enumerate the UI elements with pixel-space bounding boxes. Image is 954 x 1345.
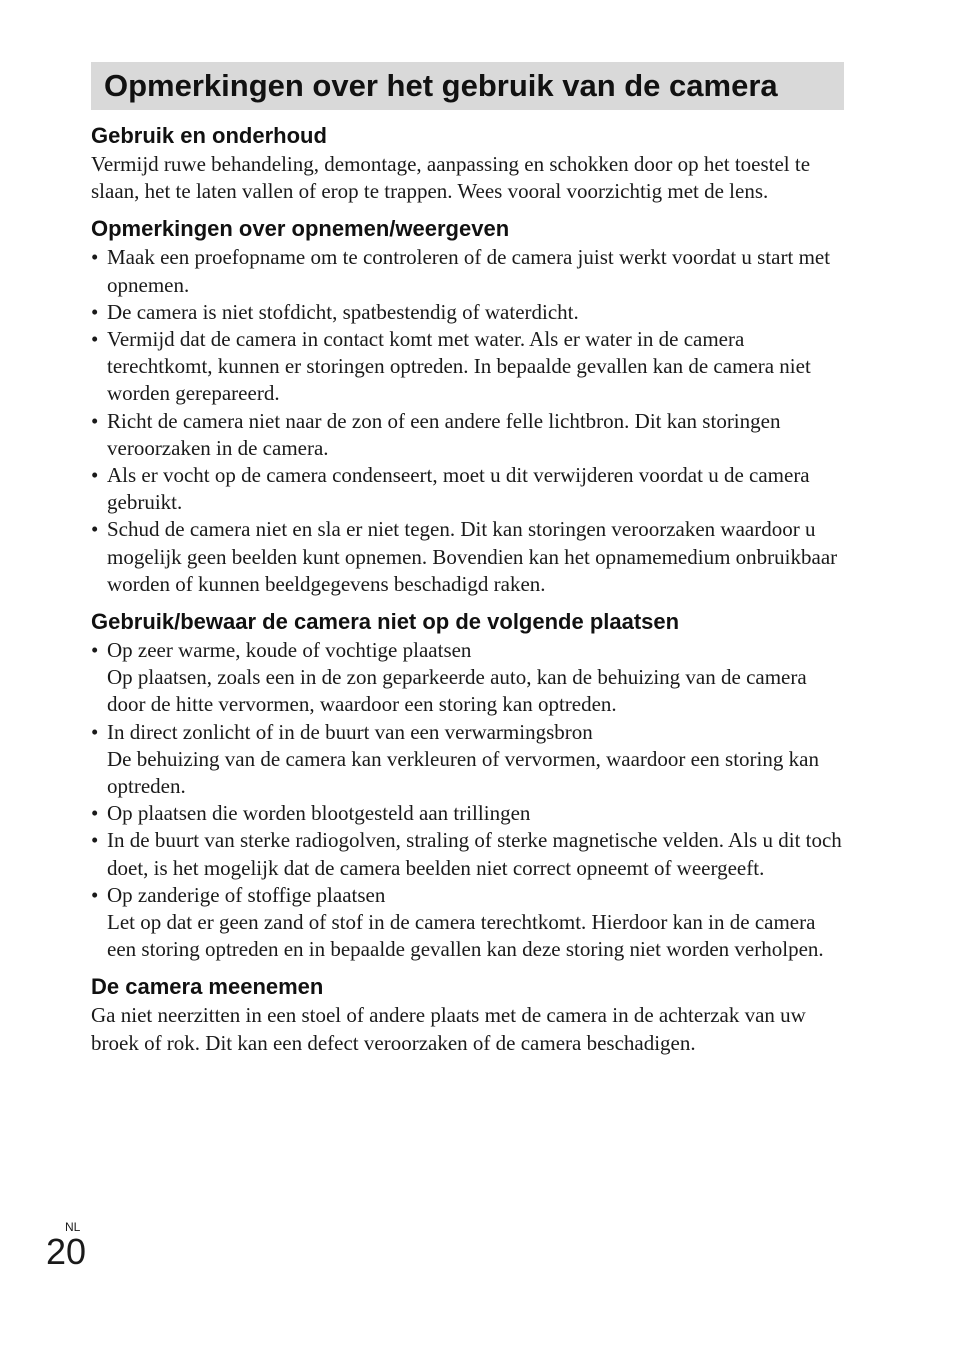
- section-paragraph: Vermijd ruwe behandeling, demontage, aanpassing en schokken door op het toestel te slaan, het te laten vallen of erop te trappen. Wees vooral voorzichtig met de lens.: [91, 152, 811, 204]
- item-detail: Let op dat er geen zand of stof in de camera terechtkomt. Hierdoor kan in de camera een storing optreden en in bepaalde gevallen kan deze storing niet worden verholpen.: [107, 910, 824, 962]
- page-title: Opmerkingen over het gebruik van de camera: [104, 68, 778, 103]
- section-recording-playback: [91, 215, 844, 598]
- section-heading: Gebruik/bewaar de camera niet op de volgende plaatsen: [91, 609, 680, 635]
- section-usage-maintenance: [91, 122, 844, 205]
- list-item: • Als er vocht op de camera condenseert, moet u dit verwijderen voordat u de camera gebruikt.: [91, 462, 844, 516]
- section-carrying-camera: [91, 973, 844, 1056]
- page-number: 20: [46, 1231, 87, 1272]
- item-lead: • In direct zonlicht of in de buurt van een verwarmingsbron: [107, 719, 593, 744]
- item-lead: • Op zanderige of stoffige plaatsen: [107, 882, 386, 907]
- document-page: [91, 62, 844, 1057]
- bullet-list: [91, 637, 844, 963]
- section-storage-locations: [91, 608, 844, 963]
- item-lead: • Op zeer warme, koude of vochtige plaatsen: [107, 638, 472, 663]
- item-lead: • In de buurt van sterke radiogolven, straling of sterke magnetische velden. Als u dit toch doet, is het mogelijk dat de camera beelden niet correct opneemt of weergeeft.: [107, 828, 842, 880]
- title-bar: [91, 62, 844, 110]
- list-item: • Vermijd dat de camera in contact komt met water. Als er water in de camera terechtkomt, kunnen er storingen optreden. In bepaalde gevallen kan de camera niet worden gerepareerd.: [91, 326, 844, 408]
- item-lead: • Op plaatsen die worden blootgesteld aan trillingen: [107, 801, 531, 826]
- item-detail: Op plaatsen, zoals een in de zon geparkeerde auto, kan de behuizing van de camera door de hitte vervormen, waardoor een storing kan optreden.: [107, 665, 807, 717]
- list-item: • Richt de camera niet naar de zon of een andere felle lichtbron. Dit kan storingen veroorzaken in de camera.: [91, 408, 844, 462]
- list-item: [91, 827, 844, 881]
- item-detail: De behuizing van de camera kan verkleuren of vervormen, waardoor een storing kan optreden.: [107, 746, 819, 799]
- bullet-list: [91, 244, 844, 598]
- list-item: [91, 800, 844, 827]
- language-code: NL: [65, 1220, 81, 1234]
- list-item: [91, 719, 844, 801]
- list-item: [91, 882, 844, 964]
- section-heading: Opmerkingen over opnemen/weergeven: [91, 216, 510, 242]
- section-heading: Gebruik en onderhoud: [91, 123, 327, 148]
- list-item: [91, 637, 844, 719]
- section-heading: De camera meenemen: [91, 974, 324, 1000]
- section-paragraph: Ga niet neerzitten in een stoel of andere plaats met de camera in de achterzak van uw broek of rok. Dit kan een defect veroorzaken of de camera beschadigen.: [91, 1003, 806, 1055]
- list-item: • Maak een proefopname om te controleren of de camera juist werkt voordat u start met opnemen.: [91, 244, 844, 298]
- list-item: • Schud de camera niet en sla er niet tegen. Dit kan storingen veroorzaken waardoor u mogelijk geen beelden kunt opnemen. Bovendien kan het opnamemedium onbruikbaar worden of kunnen beeldgegevens beschadigd raken.: [91, 516, 844, 598]
- list-item: • De camera is niet stofdicht, spatbestendig of waterdicht.: [91, 299, 844, 326]
